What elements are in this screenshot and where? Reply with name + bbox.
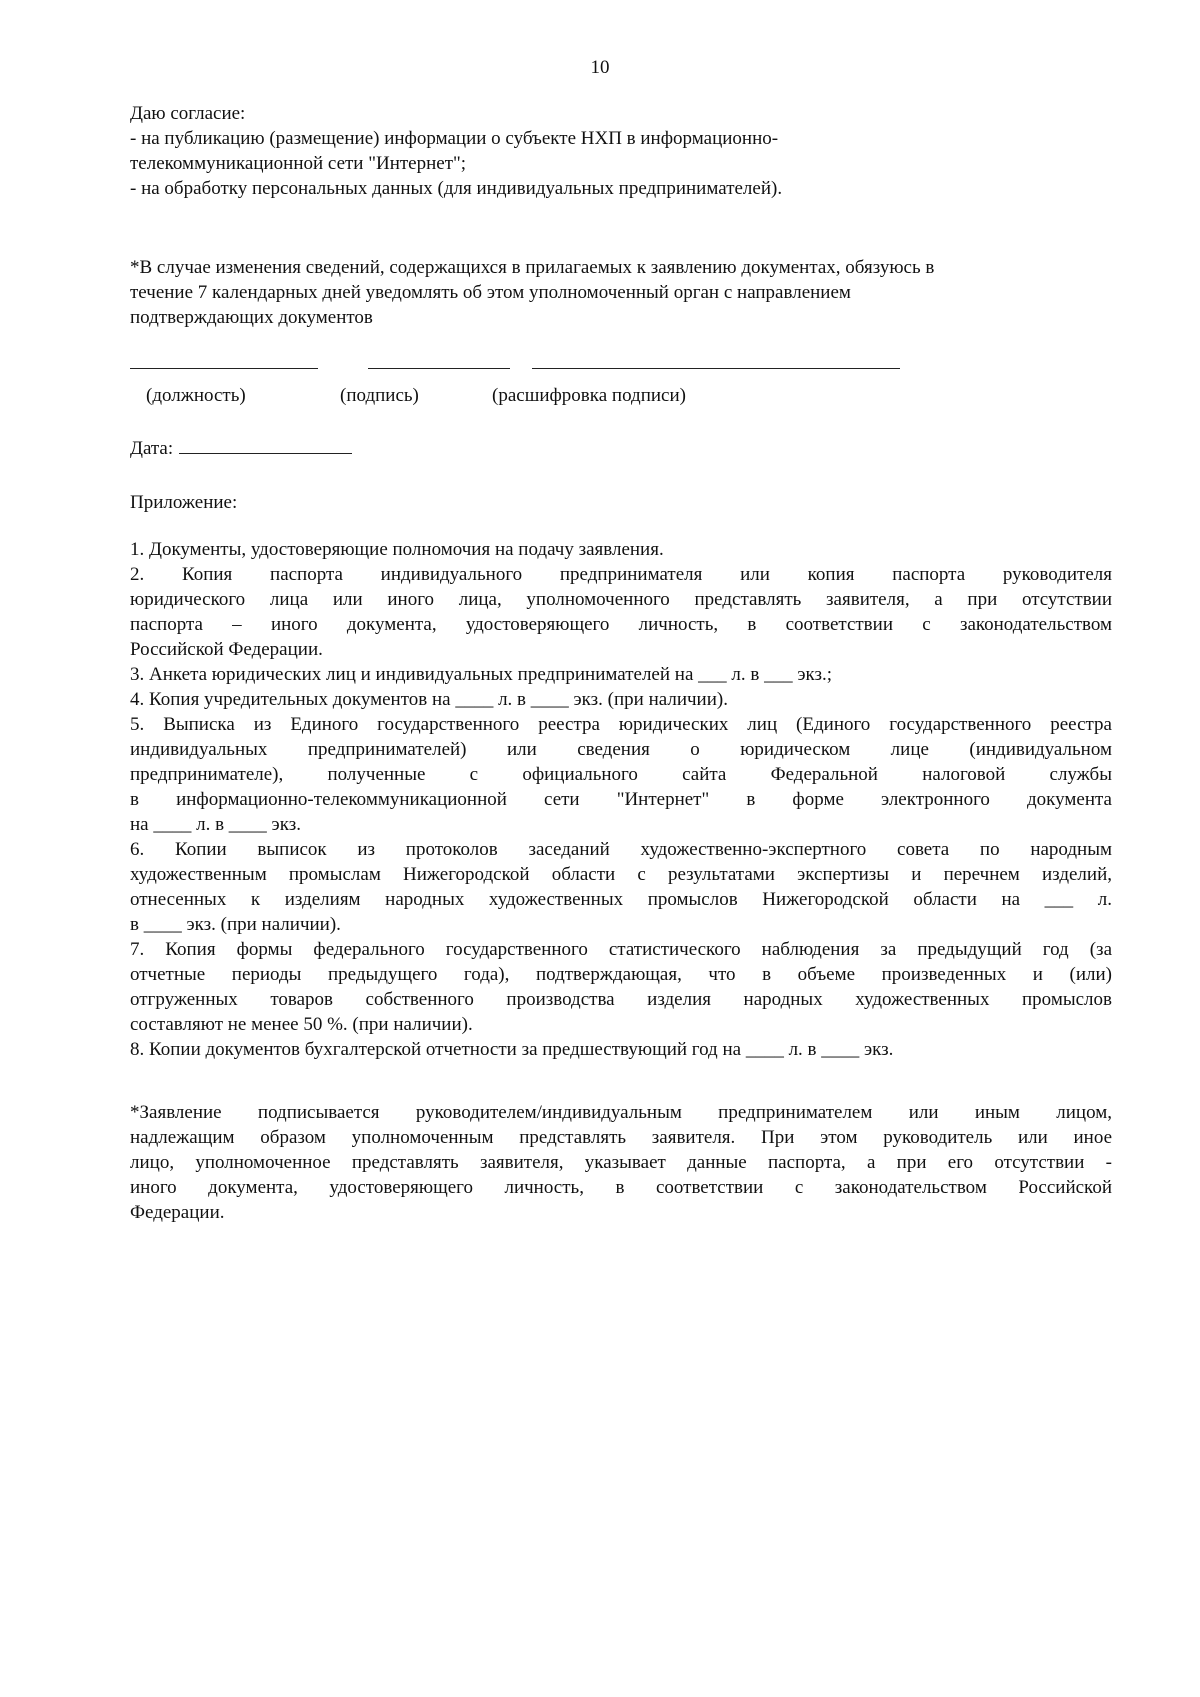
attachment-list bbox=[130, 537, 1112, 1062]
footnote-line: Федерации. bbox=[130, 1202, 225, 1223]
decoding-label: (расшифровка подписи) bbox=[492, 385, 686, 406]
consent-line: телекоммуникационной сети "Интернет"; bbox=[130, 153, 467, 174]
attachment-item-7-line: отгруженных товаров собственного производства изделия народных художественных промыслов bbox=[130, 989, 1112, 1010]
position-line bbox=[130, 368, 318, 369]
notice-line: течение 7 календарных дней уведомлять об этом уполномоченный орган с направлением bbox=[130, 282, 851, 303]
signature-label: (подпись) bbox=[340, 385, 419, 406]
attachment-heading: Приложение: bbox=[130, 492, 238, 513]
consent-block bbox=[130, 101, 1112, 201]
notice-line: подтверждающих документов bbox=[130, 307, 373, 328]
attachment-item-5-line: в информационно-телекоммуникационной сети "Интернет" в форме электронного документа bbox=[130, 789, 1112, 810]
signature-labels bbox=[130, 383, 930, 408]
signature-lines bbox=[130, 368, 900, 378]
footnote-line: иного документа, удостоверяющего личность, в соответствии с законодательством Российской bbox=[130, 1177, 1112, 1198]
attachment-item-6-line: художественным промыслам Нижегородской области с результатами экспертизы и перечнем изделий, bbox=[130, 864, 1112, 885]
consent-line: - на публикацию (размещение) информации о субъекте НХП в информационно- bbox=[130, 128, 779, 149]
attachment-item-5-line: 5. Выписка из Единого государственного реестра юридических лиц (Единого государственного реестра bbox=[130, 714, 1112, 735]
attachment-item-5-line: на ____ л. в ____ экз. bbox=[130, 814, 301, 835]
attachment-item-6-line: отнесенных к изделиям народных художественных промыслов Нижегородской области на ___ л. bbox=[130, 889, 1112, 910]
position-label: (должность) bbox=[146, 385, 246, 406]
date-row bbox=[130, 435, 352, 461]
attachment-item-2-line: Российской Федерации. bbox=[130, 639, 323, 660]
footnote-block bbox=[130, 1100, 1112, 1225]
consent-line: Даю согласие: bbox=[130, 103, 246, 124]
date-label: Дата: bbox=[130, 438, 174, 459]
consent-line: - на обработку персональных данных (для индивидуальных предпринимателей). bbox=[130, 178, 783, 199]
attachment-item-7-line: составляют не менее 50 %. (при наличии). bbox=[130, 1014, 473, 1035]
attachment-item-5-line: индивидуальных предпринимателей) или сведения о юридическом лице (индивидуальном bbox=[130, 739, 1112, 760]
attachment-item-3: 3. Анкета юридических лиц и индивидуальных предпринимателей на ___ л. в ___ экз.; bbox=[130, 664, 832, 685]
footnote-line: надлежащим образом уполномоченным представлять заявителя. При этом руководитель или иное bbox=[130, 1127, 1112, 1148]
date-field-line bbox=[179, 435, 352, 454]
attachment-item-7-line: отчетные периоды предыдущего года), подтверждающая, что в объеме произведенных и (или) bbox=[130, 964, 1112, 985]
attachment-item-1: 1. Документы, удостоверяющие полномочия на подачу заявления. bbox=[130, 539, 664, 560]
decoding-line bbox=[532, 368, 900, 369]
attachment-item-8: 8. Копии документов бухгалтерской отчетности за предшествующий год на ____ л. в ____ экз. bbox=[130, 1039, 894, 1060]
notice-line: *В случае изменения сведений, содержащихся в прилагаемых к заявлению документах, обязуюсь в bbox=[130, 257, 935, 278]
attachment-item-2-line: юридического лица или иного лица, уполномоченного представлять заявителя, а при отсутствии bbox=[130, 589, 1112, 610]
notice-block bbox=[130, 255, 1112, 330]
attachment-item-5-line: предпринимателе), полученные с официального сайта Федеральной налоговой службы bbox=[130, 764, 1112, 785]
page-number: 10 bbox=[590, 57, 610, 78]
attachment-item-4: 4. Копия учредительных документов на ____ л. в ____ экз. (при наличии). bbox=[130, 689, 728, 710]
attachment-item-7-line: 7. Копия формы федерального государственного статистического наблюдения за предыдущий год (за bbox=[130, 939, 1112, 960]
attachment-item-6-line: 6. Копии выписок из протоколов заседаний художественно-экспертного совета по народным bbox=[130, 839, 1112, 860]
attachment-item-2-line: паспорта – иного документа, удостоверяющего личность, в соответствии с законодательством bbox=[130, 614, 1112, 635]
footnote-line: лицо, уполномоченное представлять заявителя, указывает данные паспорта, а при его отсутствии - bbox=[130, 1152, 1112, 1173]
signature-line bbox=[368, 368, 510, 369]
attachment-item-6-line: в ____ экз. (при наличии). bbox=[130, 914, 341, 935]
attachment-item-2-line: 2. Копия паспорта индивидуального предпринимателя или копия паспорта руководителя bbox=[130, 564, 1112, 585]
footnote-line: *Заявление подписывается руководителем/индивидуальным предпринимателем или иным лицом, bbox=[130, 1102, 1112, 1123]
